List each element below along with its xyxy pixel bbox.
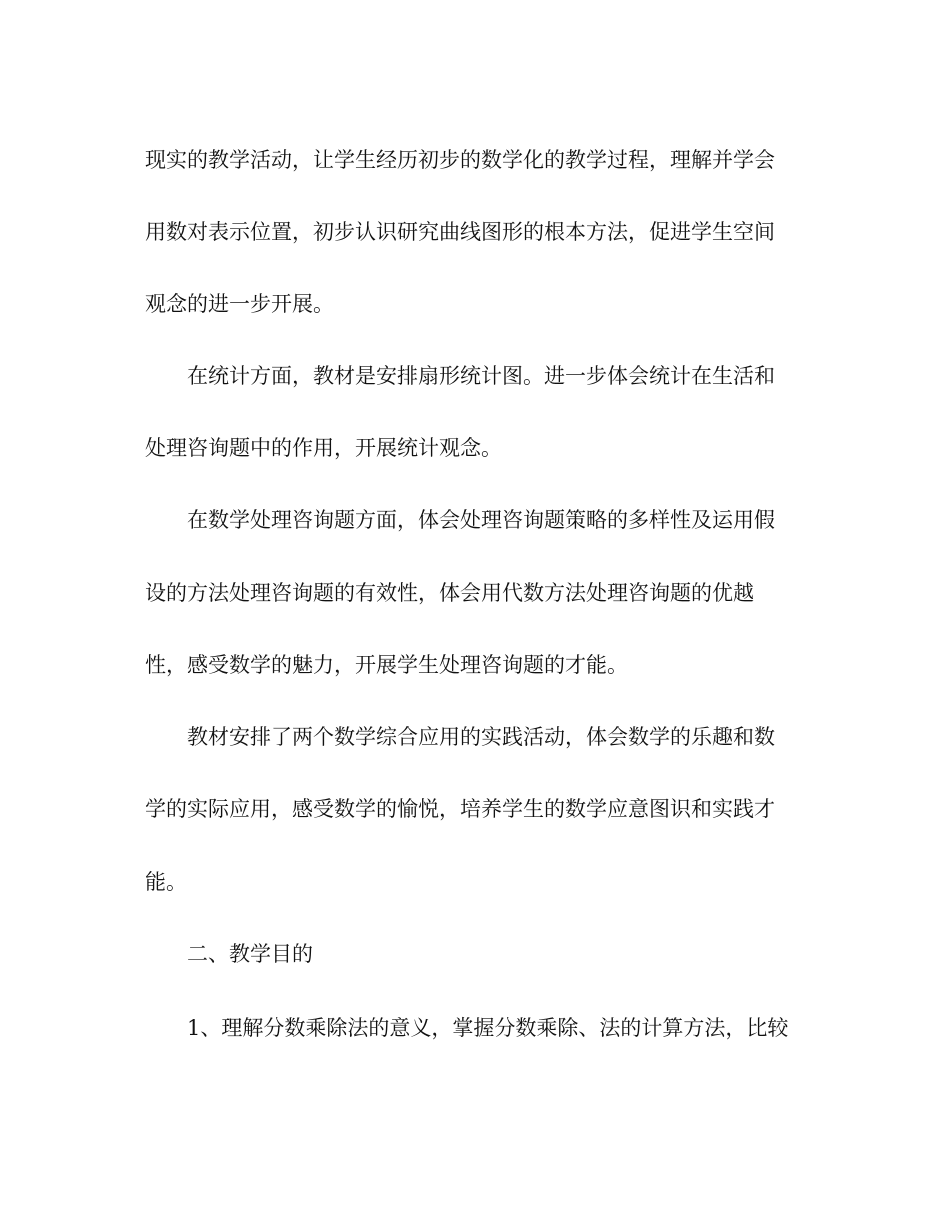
paragraph-first-line: 在统计方面，教材是安排扇形统计图。进一步体会统计在生活和 bbox=[187, 364, 775, 388]
text-line: 观念的进一步开展。 bbox=[145, 292, 334, 316]
text-line: 能。 bbox=[145, 870, 187, 894]
text-line: 学的实际应用，感受数学的愉悦，培养学生的数学应意图识和实践才 bbox=[145, 797, 775, 821]
text-line: 现实的教学活动，让学生经历初步的数学化的教学过程，理解并学会 bbox=[145, 148, 775, 172]
section-heading: 二、教学目的 bbox=[187, 942, 313, 966]
text-line: 设的方法处理咨询题的有效性，体会用代数方法处理咨询题的优越 bbox=[145, 581, 754, 605]
text-line: 用数对表示位置，初步认识研究曲线图形的根本方法，促进学生空间 bbox=[145, 220, 775, 244]
paragraph-first-line: 在数学处理咨询题方面，体会处理咨询题策略的多样性及运用假 bbox=[187, 508, 775, 532]
text-line: 性，感受数学的魅力，开展学生处理咨询题的才能。 bbox=[145, 653, 628, 677]
paragraph-first-line: 教材安排了两个数学综合应用的实践活动，体会数学的乐趣和数 bbox=[187, 725, 775, 749]
text-line: 处理咨询题中的作用，开展统计观念。 bbox=[145, 436, 502, 460]
list-item: 1、理解分数乘除法的意义，掌握分数乘除、法的计算方法，比较 bbox=[187, 1016, 789, 1040]
